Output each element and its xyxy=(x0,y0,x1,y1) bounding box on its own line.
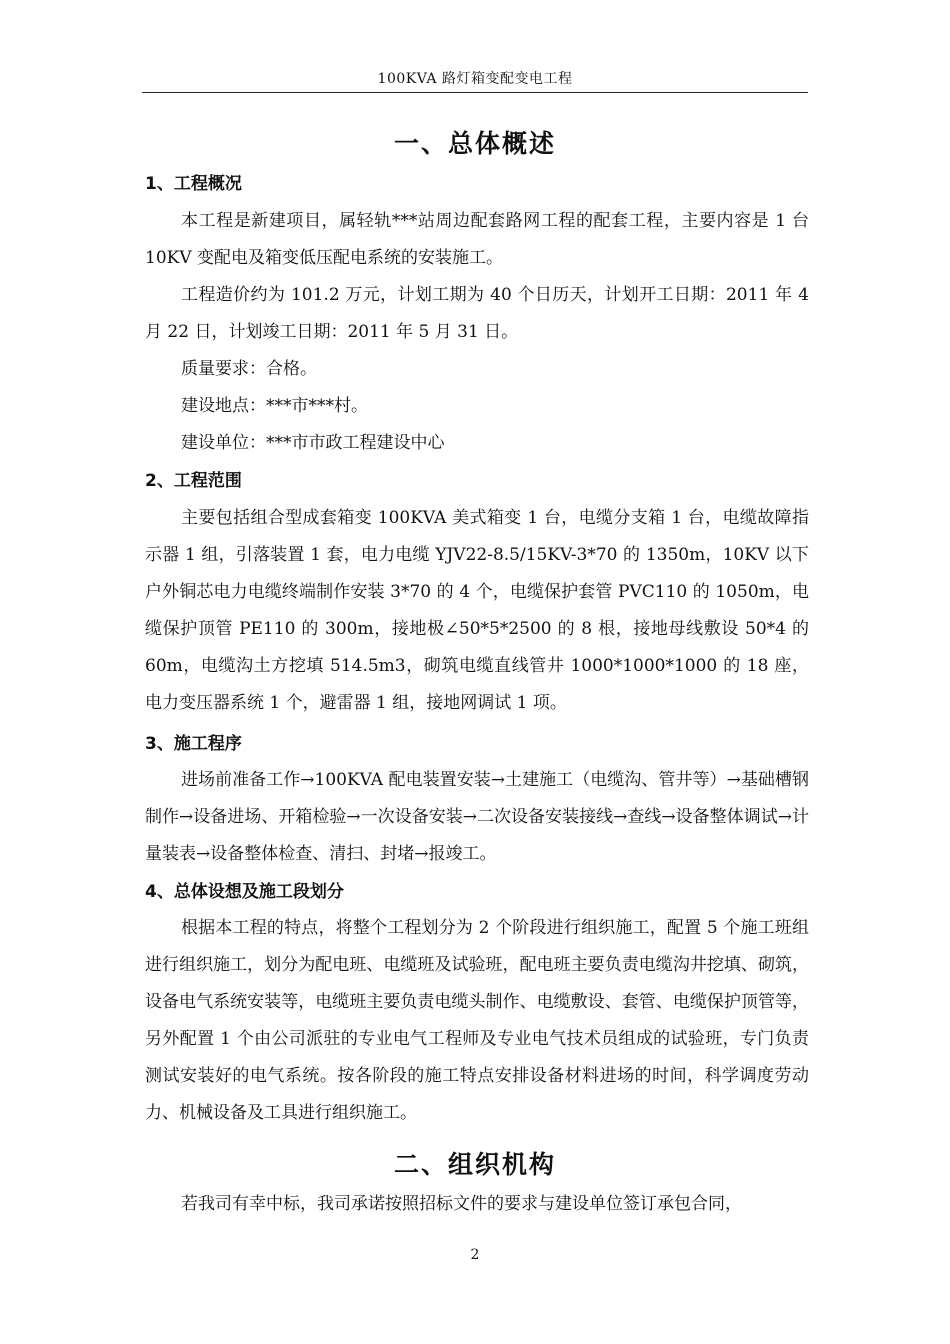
paragraph-organization: 若我司有幸中标，我司承诺按照招标文件的要求与建设单位签订承包合同， xyxy=(181,1194,742,1214)
paragraph-project-scope: 主要包括组合型成套箱变 100KVA 美式箱变 1 台，电缆分支箱 1 台，电缆故障指示器 1 组，引落装置 1 套，电力电缆 YJV22-8.5/15KV-3*70 的 1350m，10KV 以下户外铜芯电力电缆终端制作安装 3*70 的 4 个，电缆保护套管 PVC110 的 1050m，电缆保护顶管 PE110 的 300m，接地极∠50*5*2500 的 8 根，接地母线敷设 50*4 的 60m，电缆沟土方挖填 514.5m3，砌筑电缆直线管井 1000*1000*1000 的 18 座，电力变压器系统 1 个，避雷器 1 组，接地网调试 1 项。 xyxy=(145,508,809,713)
paragraph-construction-procedure: 进场前准备工作→100KVA 配电装置安装→土建施工（电缆沟、管井等）→基础槽钢制作→设备进场、开箱检验→一次设备安装→二次设备安装接线→查线→设备整体调试→计量装表→设备整体检查、清扫、封堵→报竣工。 xyxy=(145,770,809,864)
paragraph-project-cost-schedule: 工程造价约为 101.2 万元，计划工期为 40 个日历天，计划开工日期：2011 年 4 月 22 日，计划竣工日期：2011 年 5 月 31 日。 xyxy=(145,285,809,342)
header-divider xyxy=(142,92,808,93)
section-title-organization: 二、组织机构 xyxy=(393,1150,556,1179)
paragraph-project-intro: 本工程是新建项目，属轻轨***站周边配套路网工程的配套工程，主要内容是 1 台 10KV 变配电及箱变低压配电系统的安装施工。 xyxy=(145,211,809,268)
paragraph-overall-plan: 根据本工程的特点，将整个工程划分为 2 个阶段进行组织施工，配置 5 个施工班组进行组织施工，划分为配电班、电缆班及试验班，配电班主要负责电缆沟井挖填、砌筑，设备电气系统安装等，电缆班主要负责电缆头制作、电缆敷设、套管、电缆保护顶管等，另外配置 1 个由公司派驻的专业电气工程师及专业电气技术员组成的试验班，专门负责测试安装好的电气系统。按各阶段的施工特点安排设备材料进场的时间，科学调度劳动力、机械设备及工具进行组织施工。 xyxy=(145,918,809,1123)
heading-project-scope: 2、工程范围 xyxy=(145,471,242,491)
page-number: 2 xyxy=(470,1247,480,1263)
heading-project-overview: 1、工程概况 xyxy=(145,174,242,194)
heading-construction-procedure: 3、施工程序 xyxy=(145,734,242,754)
quality-requirement: 质量要求：合格。 xyxy=(181,359,317,379)
section-title-overview: 一、总体概述 xyxy=(393,129,556,158)
construction-location: 建设地点：***市***村。 xyxy=(181,396,368,416)
heading-overall-plan: 4、总体设想及施工段划分 xyxy=(145,882,344,902)
construction-owner: 建设单位：***市市政工程建设中心 xyxy=(181,433,445,453)
running-header: 100KVA 路灯箱变配变电工程 xyxy=(377,71,573,87)
